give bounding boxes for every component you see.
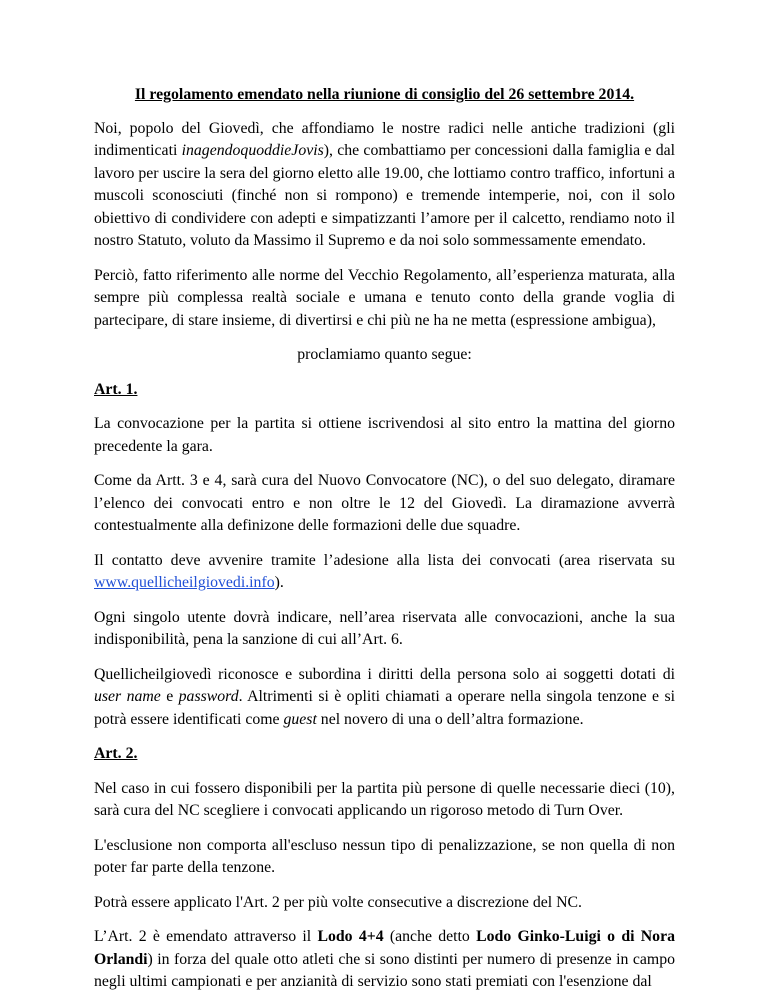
- article-1-paragraph-3-text-1: Il contatto deve avvenire tramite l’adesione alla lista dei convocati (area riservata su: [94, 551, 675, 569]
- article-2-paragraph-4: [94, 926, 675, 994]
- article-1-paragraph-1: La convocazione per la partita si ottiene iscrivendosi al sito entro la mattina del giorno precedente la gara.: [94, 415, 675, 455]
- intro-text-2: ), che combattiamo per concessioni dalla famiglia e dal lavoro per uscire la sera del giorno eletto alle 19.00, che lottiamo contro traffico, infortuni a muscoli sconosciuti (finché non si rompono) e tremende intemperie, noi, con il solo obiettivo di condividere con adepti e simpatizzanti l’amore per il calcetto, rendiamo noto il nostro Statuto, voluto da Massimo il Supremo e da noi solo sommessamente emendato.: [94, 142, 675, 249]
- article-1-paragraph-5-text-3: . Altrimenti si è opliti chiamati a operare nella singola tenzone e si potrà essere identificati come: [94, 688, 675, 728]
- password-term: password: [178, 688, 239, 705]
- article-2-paragraph-1: Nel caso in cui fossero disponibili per la partita più persone di quelle necessarie dieci (10), sarà cura del NC scegliere i convocati applicando un rigoroso metodo di Turn Over.: [94, 779, 675, 819]
- document-title: Il regolamento emendato nella riunione di consiglio del 26 settembre 2014.: [134, 86, 635, 103]
- website-link[interactable]: www.quellicheilgiovedi.info: [94, 574, 275, 591]
- article-2-paragraph-2: L'esclusione non comporta all'escluso nessun tipo di penalizzazione, se non quella di non poter far parte della tenzone.: [94, 836, 675, 876]
- article-2-heading: Art. 2.: [94, 745, 138, 762]
- article-2-paragraph-4-text-3: ) in forza del quale otto atleti che si sono distinti per numero di presenze in campo negli ultimi campionati e per anzianità di servizio sono stati premiati con l'esenzione dal: [94, 950, 675, 990]
- intro-text-1: Noi, popolo del Giovedì, che affondiamo le nostre radici nelle antiche tradizioni (gli indimenticati: [94, 119, 675, 159]
- article-1-paragraph-2: Come da Artt. 3 e 4, sarà cura del Nuovo Convocatore (NC), o del suo delegato, diramare l’elenco dei convocati entro e non oltre le 12 del Giovedì. La diramazione avverrà contestualmente alla definizone delle formazioni delle due squadre.: [94, 472, 675, 534]
- article-1-paragraph-5-text-4: nel novero di una o dell’altra formazione.: [316, 710, 584, 728]
- proclamation: proclamiamo quanto segue:: [297, 346, 472, 363]
- article-1-paragraph-4: Ogni singolo utente dovrà indicare, nell’area riservata alle convocazioni, anche la sua indisponibilità, pena la sanzione di cui all’Art. 6.: [94, 608, 675, 648]
- article-1-paragraph-3-text-2: ).: [274, 574, 284, 591]
- article-1-heading: Art. 1.: [94, 380, 138, 398]
- intro-italic-term: inagendoquoddieJovis: [181, 142, 324, 159]
- guest-term: guest: [283, 710, 317, 728]
- article-1-paragraph-5-text-1: Quellicheilgiovedì riconosce e subordina i diritti della persona solo ai soggetti dotati di: [94, 665, 675, 683]
- article-1-paragraph-3: [94, 550, 675, 595]
- lodo-4-4-term: Lodo 4+4: [317, 928, 384, 945]
- document-page: [94, 84, 675, 1006]
- article-2-paragraph-3: Potrà essere applicato l'Art. 2 per più volte consecutive a discrezione del NC.: [94, 893, 582, 911]
- preamble-paragraph: Perciò, fatto riferimento alle norme del Vecchio Regolamento, all’esperienza maturata, alla sempre più complessa realtà sociale e umana e tenuto conto della grande voglia di partecipare, di stare insieme, di divertirsi e chi più ne ha ne metta (espressione ambigua),: [94, 266, 675, 329]
- article-1-paragraph-5-text-2: e: [160, 688, 179, 705]
- article-2-paragraph-4-text-2: (anche detto: [383, 928, 477, 945]
- lodo-ginko-luigi-term: Lodo Ginko-Luigi o di Nora Orlandi: [94, 928, 675, 968]
- article-2-paragraph-4-text-1: L’Art. 2 è emendato attraverso il: [94, 928, 318, 945]
- intro-paragraph: [94, 118, 675, 253]
- article-1-paragraph-5: [94, 664, 675, 732]
- user-name-term: user name: [94, 688, 161, 705]
